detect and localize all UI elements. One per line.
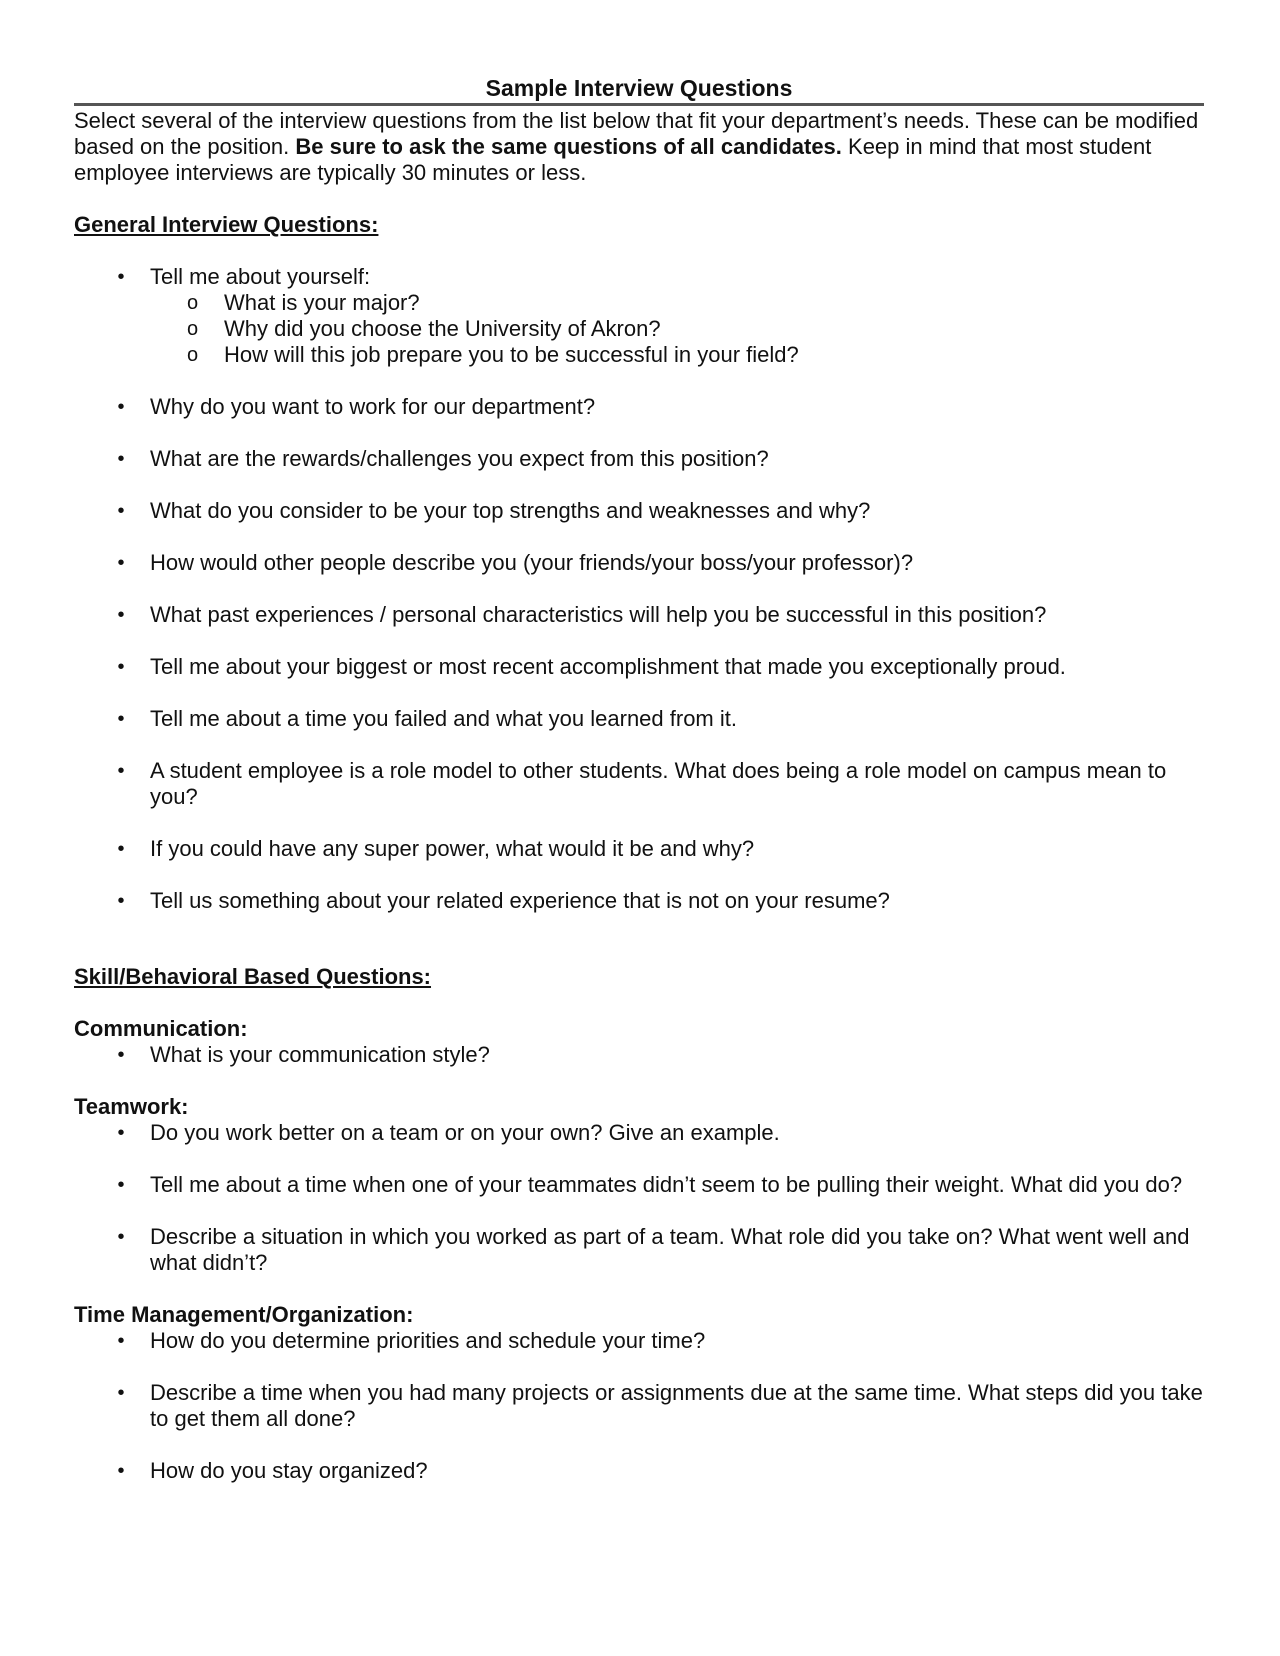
list-item xyxy=(74,498,1204,524)
bullet-icon: • xyxy=(117,1226,125,1248)
bullet-icon: • xyxy=(117,1382,125,1404)
list-item xyxy=(74,758,1204,810)
time-management-list xyxy=(74,1328,1204,1484)
question-text: What past experiences / personal characteristics will help you be successful in this position? xyxy=(150,602,1047,627)
bullet-icon: • xyxy=(117,500,125,522)
list-item xyxy=(74,1224,1204,1276)
question-text: How do you stay organized? xyxy=(150,1458,428,1483)
bullet-icon: • xyxy=(117,760,125,782)
bullet-icon: • xyxy=(117,656,125,678)
question-text: Describe a time when you had many projects or assignments due at the same time. What steps did you take to get them all done? xyxy=(150,1380,1203,1431)
bullet-icon: • xyxy=(117,396,125,418)
bullet-icon: • xyxy=(117,1044,125,1066)
list-item xyxy=(74,706,1204,732)
circle-bullet-icon: o xyxy=(187,292,199,314)
list-item xyxy=(74,1380,1204,1432)
list-item xyxy=(74,1042,1204,1068)
document-page xyxy=(74,74,1204,1484)
intro-bold-text: Be sure to ask the same questions of all candidates. xyxy=(295,134,842,159)
bullet-icon: • xyxy=(117,266,125,288)
bullet-icon: • xyxy=(117,1460,125,1482)
sub-list-item xyxy=(74,342,1204,368)
question-text: Why do you want to work for our department? xyxy=(150,394,596,419)
list-item xyxy=(74,654,1204,680)
document-title: Sample Interview Questions xyxy=(485,75,793,101)
circle-bullet-icon: o xyxy=(187,344,199,366)
sub-question-text: What is your major? xyxy=(224,290,420,315)
list-item xyxy=(74,602,1204,628)
list-item xyxy=(74,1172,1204,1198)
bullet-icon: • xyxy=(117,1122,125,1144)
bullet-icon: • xyxy=(117,1330,125,1352)
general-questions-heading: General Interview Questions: xyxy=(74,212,379,237)
question-text: What do you consider to be your top strengths and weaknesses and why? xyxy=(150,498,871,523)
question-text: Tell me about a time you failed and what you learned from it. xyxy=(150,706,737,731)
intro-text-1: Select several of the interview questions from the list below that fit your department’s needs. These can be modified based on the position. xyxy=(74,108,1199,159)
bullet-icon: • xyxy=(117,890,125,912)
list-item xyxy=(74,1120,1204,1146)
question-text: Tell me about yourself: xyxy=(150,264,371,289)
list-item xyxy=(74,394,1204,420)
list-item xyxy=(74,550,1204,576)
teamwork-label: Teamwork: xyxy=(74,1094,189,1119)
question-text: Do you work better on a team or on your own? Give an example. xyxy=(150,1120,780,1145)
question-text: How would other people describe you (your friends/your boss/your professor)? xyxy=(150,550,914,575)
bullet-icon: • xyxy=(117,838,125,860)
teamwork-list xyxy=(74,1120,1204,1276)
sub-list-item xyxy=(74,290,1204,316)
question-text: Tell me about a time when one of your teammates didn’t seem to be pulling their weight. What did you do? xyxy=(150,1172,1183,1197)
intro-paragraph xyxy=(74,108,1204,186)
question-text: If you could have any super power, what would it be and why? xyxy=(150,836,755,861)
bullet-icon: • xyxy=(117,708,125,730)
bullet-icon: • xyxy=(117,448,125,470)
circle-bullet-icon: o xyxy=(187,318,199,340)
question-text: What is your communication style? xyxy=(150,1042,490,1067)
question-text: How do you determine priorities and schedule your time? xyxy=(150,1328,706,1353)
general-questions-list xyxy=(74,264,1204,914)
list-item xyxy=(74,446,1204,472)
list-item xyxy=(74,836,1204,862)
sub-list-item xyxy=(74,316,1204,342)
sub-question-text: Why did you choose the University of Akron? xyxy=(224,316,661,341)
list-item xyxy=(74,888,1204,914)
sub-question-text: How will this job prepare you to be successful in your field? xyxy=(224,342,799,367)
intro-text-2: Keep in mind that most student employee interviews are typically 30 minutes or less. xyxy=(74,134,1152,185)
question-text: What are the rewards/challenges you expect from this position? xyxy=(150,446,769,471)
skill-questions-heading: Skill/Behavioral Based Questions: xyxy=(74,964,432,989)
list-item xyxy=(74,264,1204,368)
question-text: A student employee is a role model to other students. What does being a role model on campus mean to you? xyxy=(150,758,1167,809)
question-text: Tell us something about your related experience that is not on your resume? xyxy=(150,888,890,913)
bullet-icon: • xyxy=(117,552,125,574)
communication-list xyxy=(74,1042,1204,1068)
sub-question-list xyxy=(74,290,1204,368)
list-item xyxy=(74,1458,1204,1484)
bullet-icon: • xyxy=(117,604,125,626)
communication-label: Communication: xyxy=(74,1016,248,1041)
title-rule xyxy=(74,103,1204,106)
question-text: Describe a situation in which you worked as part of a team. What role did you take on? What went well and what didn’t? xyxy=(150,1224,1190,1275)
bullet-icon: • xyxy=(117,1174,125,1196)
list-item xyxy=(74,1328,1204,1354)
time-management-label: Time Management/Organization: xyxy=(74,1302,414,1327)
question-text: Tell me about your biggest or most recent accomplishment that made you exceptionally proud. xyxy=(150,654,1066,679)
